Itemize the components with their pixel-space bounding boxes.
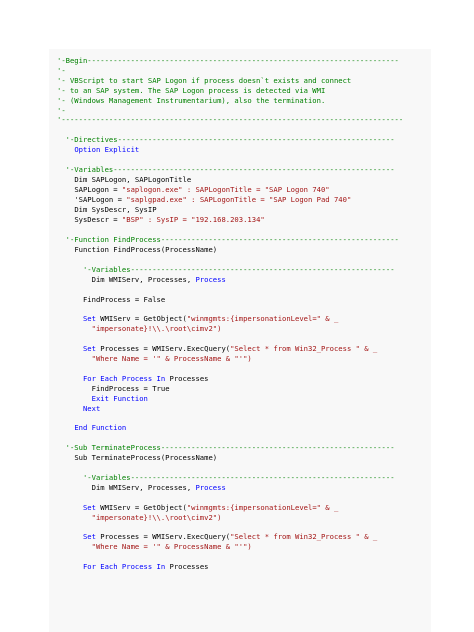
code-line	[74, 143, 139, 156]
code-token: '- to an SAP system. The SAP Logon process is detected via WMI	[57, 86, 326, 95]
code-token: Dim WMIServ, Processes,	[91, 275, 196, 284]
code-listing	[49, 49, 431, 632]
code-line	[57, 54, 399, 67]
code-token: "saplogon.exe" : SAPLogonTitle = "SAP Logon 740"	[121, 185, 330, 194]
code-token: "saplgpad.exe" : SAPLogonTitle = "SAP Logon Pad 740"	[126, 195, 352, 204]
code-line	[74, 213, 264, 226]
code-token: For Each	[82, 374, 122, 383]
code-token: FindProcess = False	[82, 295, 166, 304]
code-token: Exit Function	[91, 394, 148, 403]
code-token: '- VBScript to start SAP Logon if process doesn`t exists and connect	[57, 76, 352, 85]
code-token: "winmgmts:{impersonationLevel=" & _	[186, 503, 339, 512]
code-token: '-------------------------------------------------------------------------------	[57, 115, 404, 124]
code-token: "impersonate}!\\.\root\cimv2")	[91, 324, 222, 333]
code-token: Processes	[169, 562, 209, 571]
code-line	[74, 421, 126, 434]
code-token: Set	[82, 503, 101, 512]
code-token: WMIServ = GetObject(	[100, 314, 187, 323]
code-token: '-Variables-------------------------------------------------------------	[82, 265, 395, 274]
code-line	[83, 402, 100, 415]
code-token: Dim SAPLogon, SAPLogonTitle	[74, 175, 192, 184]
code-token: "Select * from Win32_Process " & _	[230, 344, 378, 353]
code-token: SysDescr =	[74, 215, 122, 224]
code-token: Sub TerminateProcess(ProcessName)	[74, 453, 218, 462]
code-line	[92, 273, 226, 286]
code-token: '-	[57, 106, 66, 115]
code-line	[83, 560, 209, 573]
code-line	[57, 113, 403, 126]
code-token: '-	[57, 66, 66, 75]
code-token: "BSP" : SysIP = "192.168.203.134"	[121, 215, 265, 224]
code-token: Option Explicit	[74, 145, 140, 154]
code-token: Set	[82, 314, 101, 323]
code-line	[92, 511, 222, 524]
code-token: "Select * from Win32_Process " & _	[230, 532, 378, 541]
code-token: "Where Name = '" & ProcessName & "'")	[91, 542, 252, 551]
code-line	[74, 451, 217, 464]
code-token: Next	[82, 404, 101, 413]
code-token: "winmgmts:{impersonationLevel=" & _	[186, 314, 339, 323]
code-token: Function FindProcess(ProcessName)	[74, 245, 218, 254]
code-token: '-Variables-------------------------------------------------------------	[82, 473, 395, 482]
code-token: Dim SysDescr, SysIP	[74, 205, 157, 214]
code-token: "Where Name = '" & ProcessName & "'")	[91, 354, 252, 363]
code-token: Process	[195, 483, 226, 492]
code-token: 'SAPLogon =	[74, 195, 127, 204]
code-token: End Function	[74, 423, 127, 432]
code-token: Set	[82, 532, 101, 541]
code-token: Process In	[121, 374, 170, 383]
code-token: Process	[195, 275, 226, 284]
code-token: '-Begin------------------------------------------------------------------------	[57, 56, 399, 65]
code-token: '- (Windows Management Instrumentarium), also the termination.	[57, 96, 326, 105]
code-token: Processes = WMIServ.ExecQuery(	[100, 344, 231, 353]
code-token: Processes = WMIServ.ExecQuery(	[100, 532, 231, 541]
code-token: SAPLogon =	[74, 185, 122, 194]
code-token: Processes	[169, 374, 209, 383]
code-token: Set	[82, 344, 101, 353]
code-line	[92, 481, 226, 494]
code-token: WMIServ = GetObject(	[100, 503, 187, 512]
code-token: '-Directives----------------------------------------------------------------	[65, 135, 395, 144]
code-token: Process In	[121, 562, 170, 571]
code-line	[83, 293, 165, 306]
code-token: Dim WMIServ, Processes,	[91, 483, 196, 492]
code-token: "impersonate}!\\.\root\cimv2")	[91, 513, 222, 522]
code-token: '-Function FindProcess-------------------------------------------------------	[65, 235, 399, 244]
code-token: FindProcess = True	[91, 384, 170, 393]
code-token: '-Variables-----------------------------------------------------------------	[65, 165, 395, 174]
code-line	[92, 322, 222, 335]
code-line	[57, 94, 325, 107]
code-line	[92, 352, 252, 365]
code-token: For Each	[82, 562, 122, 571]
code-line	[74, 243, 217, 256]
code-line	[92, 540, 252, 553]
code-token: '-Sub TerminateProcess------------------------------------------------------	[65, 443, 395, 452]
